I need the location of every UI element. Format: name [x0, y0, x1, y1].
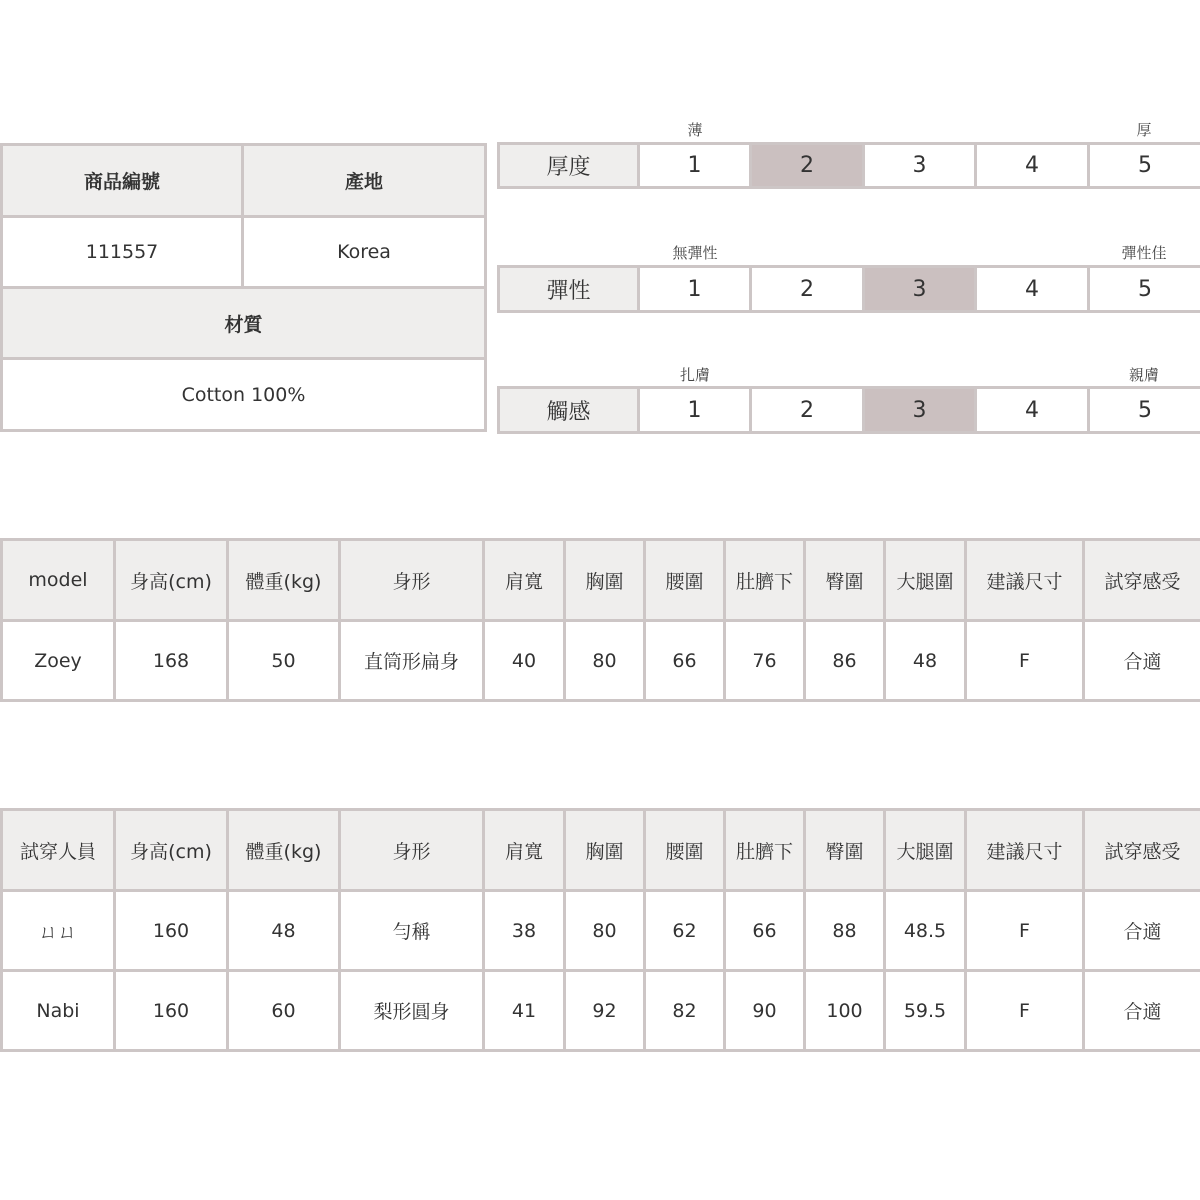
- thickness-value-4: 4: [976, 144, 1089, 188]
- origin-value: Korea: [243, 217, 486, 288]
- table-cell: Nabi: [2, 971, 115, 1051]
- product-code: 111557: [2, 217, 243, 288]
- table-cell: 90: [725, 971, 805, 1051]
- header-cell: 肩寬: [484, 810, 565, 891]
- material-value: Cotton 100%: [2, 359, 486, 431]
- header-cell: 建議尺寸: [966, 810, 1084, 891]
- table-row: [2, 891, 1200, 971]
- table-cell: 160: [115, 971, 228, 1051]
- table-cell: 40: [484, 621, 565, 701]
- header-cell: 臀圍: [805, 810, 885, 891]
- table-cell: 合適: [1084, 891, 1200, 971]
- touch-value-4: 4: [976, 388, 1089, 433]
- elasticity-value-5: 5: [1089, 267, 1200, 312]
- header-cell: 身高(cm): [115, 540, 228, 621]
- thickness-low-label: 薄: [687, 121, 703, 139]
- table-cell: F: [966, 891, 1084, 971]
- table-cell: 38: [484, 891, 565, 971]
- touch-label: 觸感: [499, 388, 639, 433]
- table-row: [2, 971, 1200, 1051]
- elasticity-value-4: 4: [976, 267, 1089, 312]
- table-cell: F: [966, 621, 1084, 701]
- header-cell: 身高(cm): [115, 810, 228, 891]
- elasticity-label: 彈性: [499, 267, 639, 312]
- touch-value-3-selected: 3: [864, 388, 976, 433]
- header-cell: 肚臍下: [725, 540, 805, 621]
- origin-header: 產地: [243, 145, 486, 217]
- header-cell: 肩寬: [484, 540, 565, 621]
- elasticity-scale: [497, 265, 1200, 313]
- touch-scale: [497, 386, 1200, 434]
- touch-value-1: 1: [639, 388, 751, 433]
- header-cell: model: [2, 540, 115, 621]
- header-cell: 體重(kg): [228, 540, 340, 621]
- elasticity-low-label: 無彈性: [672, 244, 718, 262]
- header-cell: 臀圍: [805, 540, 885, 621]
- header-cell: 胸圍: [565, 810, 645, 891]
- table-cell: 50: [228, 621, 340, 701]
- table-cell: 梨形圓身: [340, 971, 484, 1051]
- tester-table-header-row: [2, 810, 1200, 891]
- model-table-header-row: [2, 540, 1200, 621]
- table-cell: 59.5: [885, 971, 966, 1051]
- table-cell: 48.5: [885, 891, 966, 971]
- elasticity-value-3-selected: 3: [864, 267, 976, 312]
- product-info-table: [0, 143, 487, 432]
- header-cell: 身形: [340, 810, 484, 891]
- material-header: 材質: [2, 288, 486, 359]
- table-cell: 82: [645, 971, 725, 1051]
- table-cell: 勻稱: [340, 891, 484, 971]
- header-cell: 大腿圍: [885, 540, 966, 621]
- touch-value-2: 2: [751, 388, 864, 433]
- thickness-value-1: 1: [639, 144, 751, 188]
- table-cell: 80: [565, 621, 645, 701]
- header-cell: 試穿感受: [1084, 540, 1200, 621]
- table-cell: 88: [805, 891, 885, 971]
- thickness-scale: [497, 142, 1200, 189]
- header-cell: 腰圍: [645, 540, 725, 621]
- touch-value-5: 5: [1089, 388, 1200, 433]
- header-cell: 體重(kg): [228, 810, 340, 891]
- table-cell: 80: [565, 891, 645, 971]
- table-cell: 66: [645, 621, 725, 701]
- header-cell: 大腿圍: [885, 810, 966, 891]
- header-cell: 肚臍下: [725, 810, 805, 891]
- thickness-label: 厚度: [499, 144, 639, 188]
- thickness-value-3: 3: [864, 144, 976, 188]
- table-cell: 62: [645, 891, 725, 971]
- table-cell: 直筒形扁身: [340, 621, 484, 701]
- thickness-value-5: 5: [1089, 144, 1200, 188]
- table-cell: Zoey: [2, 621, 115, 701]
- elasticity-high-label: 彈性佳: [1121, 244, 1167, 262]
- touch-high-label: 親膚: [1128, 366, 1159, 384]
- model-size-table: [0, 538, 1200, 702]
- table-cell: 92: [565, 971, 645, 1051]
- table-cell: 48: [885, 621, 966, 701]
- table-cell: F: [966, 971, 1084, 1051]
- table-cell: 合適: [1084, 971, 1200, 1051]
- product-code-header: 商品編號: [2, 145, 243, 217]
- header-cell: 腰圍: [645, 810, 725, 891]
- table-cell: 168: [115, 621, 228, 701]
- touch-low-label: 扎膚: [679, 366, 710, 384]
- header-cell: 建議尺寸: [966, 540, 1084, 621]
- table-cell: 41: [484, 971, 565, 1051]
- table-cell: 48: [228, 891, 340, 971]
- header-cell: 試穿人員: [2, 810, 115, 891]
- header-cell: 身形: [340, 540, 484, 621]
- table-row: [2, 621, 1200, 701]
- header-cell: 胸圍: [565, 540, 645, 621]
- table-cell: 76: [725, 621, 805, 701]
- table-cell: 合適: [1084, 621, 1200, 701]
- thickness-high-label: 厚: [1136, 121, 1152, 139]
- header-cell: 試穿感受: [1084, 810, 1200, 891]
- tester-size-table: [0, 808, 1200, 1052]
- elasticity-value-1: 1: [639, 267, 751, 312]
- table-cell: 66: [725, 891, 805, 971]
- elasticity-value-2: 2: [751, 267, 864, 312]
- table-cell: 86: [805, 621, 885, 701]
- table-cell: 60: [228, 971, 340, 1051]
- table-cell: 160: [115, 891, 228, 971]
- thickness-value-2-selected: 2: [751, 144, 864, 188]
- table-cell: 100: [805, 971, 885, 1051]
- table-cell: ㄩㄩ: [2, 891, 115, 971]
